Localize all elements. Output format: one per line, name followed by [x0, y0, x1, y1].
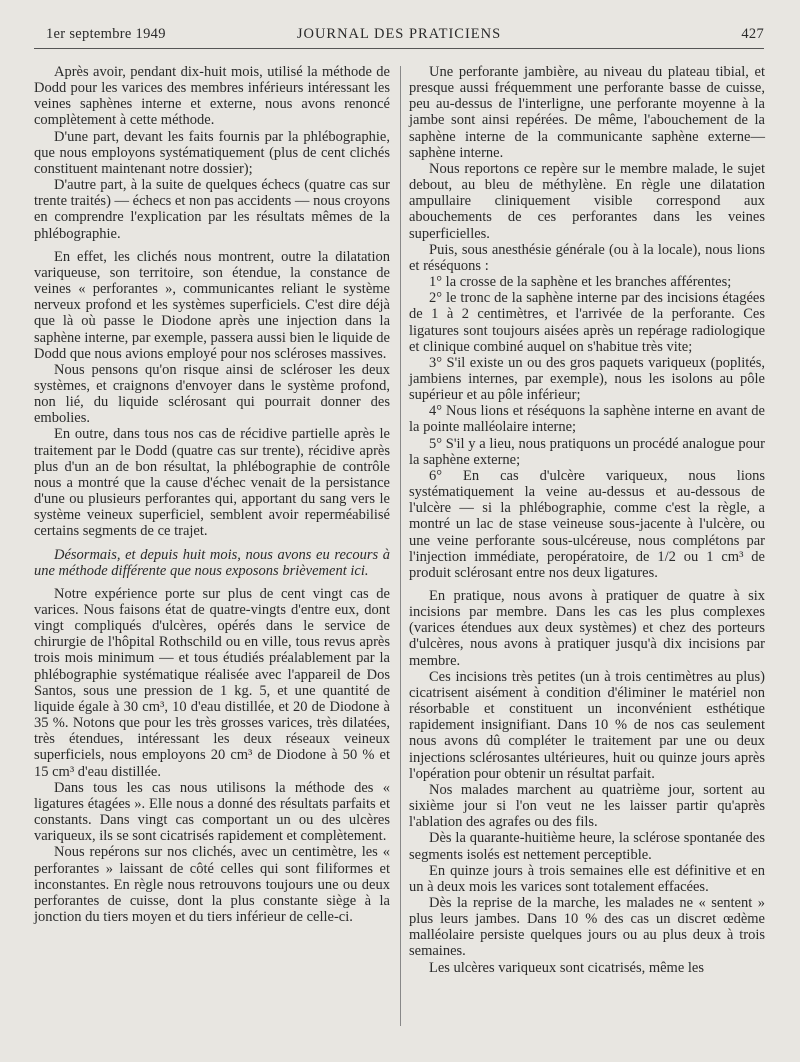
paragraph: Notre expérience porte sur plus de cent vingt cas de varices. Nous faisons état de quatre-vingts d'entre eux, dont vingt compliqués d'ulcères, opérés dans le service de chirurgie de l'hôpital Rothschild ou en ville, tous revus après trois mois minimum — et tous étudiés préalablement par la phlébographie systématique réalisée avec l'appareil de Dos Santos, sous une pression de 1 kg. 5, et une quantité de liquide égale à 30 cm³, 10 d'eau distillée, et 20 de Diodone à 35 %. Notons que pour les très grosses varices, très dilatées, très étendues, intéressant les deux réseaux veineux superficiels, nous employons 20 cm³ de Diodone à 50 % et 15 cm³ d'eau distillée.	[34, 585, 390, 780]
paragraph: Après avoir, pendant dix-huit mois, utilisé la méthode de Dodd pour les varices des membres inférieurs intéressant les veines saphènes interne et externe, nous avons renoncé complètement à cette méthode.	[34, 64, 390, 129]
paragraph: Une perforante jambière, au niveau du plateau tibial, et presque aussi fréquemment une perforante basse de cuisse, peu au-dessus de l'interligne, une perforante moyenne à la jambe sont ainsi repérées. De même, l'abouchement de la saphène interne de la communicante saphène externe—saphène interne.	[409, 64, 765, 161]
paragraph: En effet, les clichés nous montrent, outre la dilatation variqueuse, son territoire, son étendue, la constance de veines « perforantes », communicantes reliant le système nerveux profond et les systèmes superficiels. C'est dire déjà que là où passe le Diodone après une injection dans la saphène interne, par exemple, passera aussi bien le liquide de Dodd que nous avions employé pour nos scléroses massives.	[34, 248, 390, 362]
paragraph: Ces incisions très petites (un à trois centimètres au plus) cicatrisent aisément à condition d'éliminer le matériel non résorbable et constituent un inconvénient esthétique rapidement insignifiant. Dans 10 % de nos cas seulement nous avons dû compléter le traitement par une ou deux injections sclérosantes ultérieures, huit ou quinze jours après l'opération pour obtenir un résultat parfait.	[409, 668, 765, 782]
paragraph: Nos malades marchent au quatrième jour, sortent au sixième jour si l'on veut ne les laisser partir qu'après l'ablation des agrafes ou des fils.	[409, 781, 765, 831]
paragraph: 1° la crosse de la saphène et les branches afférentes;	[429, 274, 732, 291]
column-separator	[400, 66, 401, 1026]
paragraph: Dans tous les cas nous utilisons la méthode des « ligatures étagées ». Elle nous a donné des résultats parfaits et constants. Dans vingt cas comportant un ou des ulcères variqueux, ils se sont cicatrisés rapidement et complètement.	[34, 779, 390, 845]
paragraph: Les ulcères variqueux sont cicatrisés, même les	[429, 959, 704, 976]
paragraph: Nous reportons ce repère sur le membre malade, le sujet debout, au bleu de méthylène. En règle une dilatation ampullaire cliniquement visible correspond aux abouchements de ces perforantes dans les veines superficielles.	[409, 160, 765, 242]
paragraph: En outre, dans tous nos cas de récidive partielle après le traitement par le Dodd (quatre cas sur trente), récidive après plus d'un an de bon résultat, la phlébographie de contrôle nous a montré que la cause d'échec venait de la persistance d'une ou plusieurs perforantes qui, apportant du sang vers le système veineux superficiel, semblent avoir reperméabilisé certains segments de ce trajet.	[34, 426, 390, 540]
page-number: 427	[741, 26, 764, 42]
paragraph: Nous pensons qu'on risque ainsi de scléroser les deux systèmes, et craignons d'envoyer dans le système profond, non lié, du liquide sclérosant qui pourrait donner des embolies.	[34, 361, 390, 427]
left-column	[34, 64, 390, 925]
right-column	[409, 64, 765, 976]
paragraph: En quinze jours à trois semaines elle est définitive et en un à deux mois les varices sont totalement effacées.	[409, 862, 765, 895]
paragraph: En pratique, nous avons à pratiquer de quatre à six incisions par membre. Dans les cas les plus complexes (varices étendues aux deux systèmes) et chez des porteurs d'ulcères, nous avons à pratiquer jusqu'à dix incisions par membre.	[409, 588, 765, 669]
paragraph: 3° S'il existe un ou des gros paquets variqueux (poplités, jambiens internes, par exemple), nous les isolons au pôle supérieur et au pôle inférieur;	[409, 354, 765, 404]
paragraph: Désormais, et depuis huit mois, nous avons eu recours à une méthode différente que nous exposons brièvement ici.	[34, 546, 390, 579]
paragraph: 4° Nous lions et réséquons la saphène interne en avant de la pointe malléolaire interne;	[409, 403, 765, 436]
paragraph: 2° le tronc de la saphène interne par des incisions étagées de 1 à 2 centimètres, et l'arrivée de la perforante. Ces ligatures sont toujours aisées après un repérage radiologique et clinique combiné auquel on s'habitue très vite;	[409, 290, 765, 355]
paragraph: Puis, sous anesthésie générale (ou à la locale), nous lions et réséquons :	[409, 241, 765, 274]
journal-title: JOURNAL DES PRATICIENS	[296, 26, 502, 42]
header-rule	[34, 48, 764, 49]
paragraph: Nous repérons sur nos clichés, avec un centimètre, les « perforantes » laissant de côté celles qui sont filiformes et inconstantes. En règle nous retrouvons toujours une ou deux perforantes de cuisse, dont la plus constante siège à la jonction du tiers moyen et du tiers inférieur de celle-ci.	[34, 844, 390, 925]
paragraph: 5° S'il y a lieu, nous pratiquons un procédé analogue pour la saphène externe;	[409, 435, 765, 468]
paragraph: 6° En cas d'ulcère variqueux, nous lions systématiquement la veine au-dessus et au-dessous de l'ulcère — si la phlébographie, comme c'est la règle, a montré un lac de stase veineuse sous-jacente à l'ulcère, ou une veine perforante sous-ulcéreuse, nous complétons par l'injection immédiate, peropératoire, de 1/2 ou 1 cm³ de produit sclérosant entre nos deux ligatures.	[409, 467, 765, 581]
paragraph: Dès la reprise de la marche, les malades ne « sentent » plus leurs jambes. Dans 10 % des cas un discret œdème malléolaire persiste quelques jours ou au plus deux à trois semaines.	[409, 894, 765, 960]
issue-date: 1er septembre 1949	[46, 26, 166, 42]
running-header	[34, 26, 764, 44]
paragraph: D'une part, devant les faits fournis par la phlébographie, que nous employons systématiquement (plus de cent clichés constituent maintenant notre dossier);	[34, 128, 390, 177]
paragraph: Dès la quarante-huitième heure, la sclérose spontanée des segments isolés est nettement perceptible.	[409, 830, 765, 863]
paragraph: D'autre part, à la suite de quelques échecs (quatre cas sur trente traités) — échecs et non pas accidents — nous croyons en comprendre l'explication par les résultats mêmes de la phlébographie.	[34, 177, 390, 242]
